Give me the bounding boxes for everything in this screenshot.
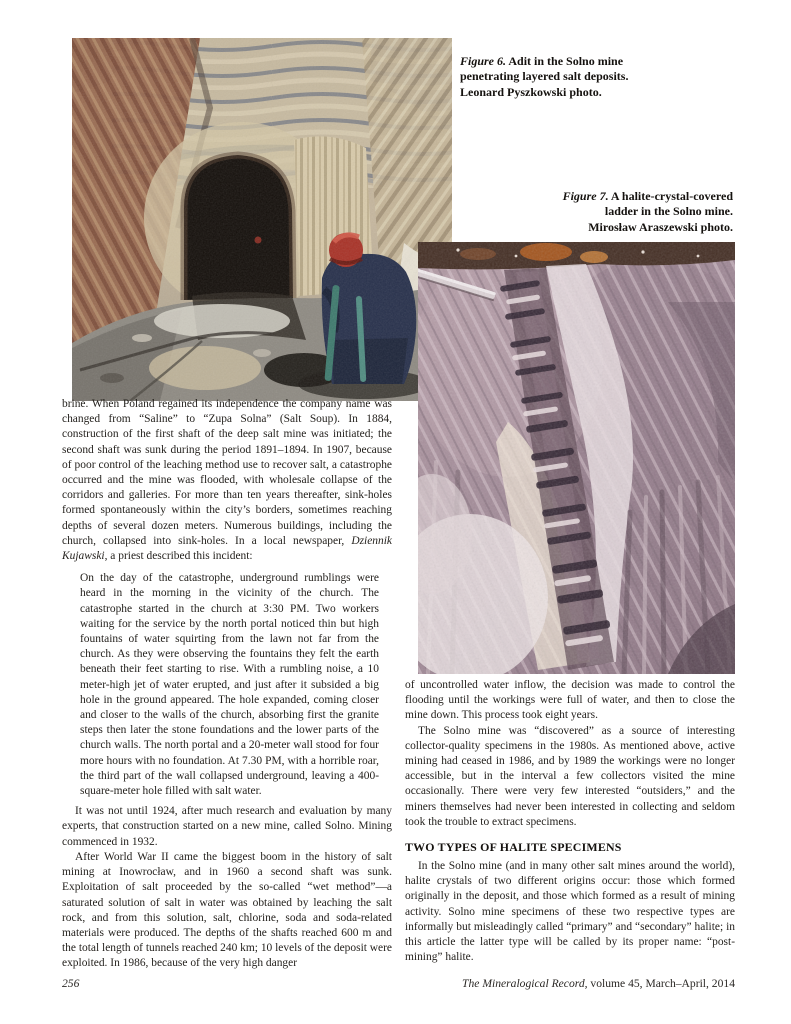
section-heading: TWO TYPES OF HALITE SPECIMENS — [405, 840, 622, 855]
journal-footer — [462, 977, 735, 990]
journal-title: The Mineralogical Record, — [462, 977, 588, 990]
paragraph-discovered: The Solno mine was “discovered” as a source of interesting collector-quality specimens in the 1980s. As mentioned above, active mining had ceased in 1986, and by 1989 the workings were no longer accessible, but in the interval a few collectors visited the mine occasionally. There were very few interested “outsiders,” and the miners themselves had never been interested in collecting and seldom took the trouble to extract specimens. — [405, 724, 735, 828]
figure6-caption-line2: penetrating layered salt deposits. — [460, 69, 629, 84]
figure6-caption — [460, 54, 722, 100]
newspaper-name: Dziennik Kujawski — [62, 534, 392, 563]
paragraph-postwar: After World War II came the biggest boom in the history of salt mining at Inowrocław, and in 1960 a second shaft was sunk. Exploitation of salt proceeded by the so-called “wet method”—a saturated solution of salt in water was obtained by leaching the salt rock, and from this solution, salt, chlorine, soda and soda-related materials were produced. The depths of the shafts reached 600 m and the total length of tunnels reached 240 km; 10 levels of the deposit were exploited. In 1986, because of the very high danger — [62, 850, 393, 970]
priest-account-blockquote: On the day of the catastrophe, underground rumblings were heard in the morning in the vicinity of the church. The catastrophe started in the church at 3:30 PM. Two workers waiting for the service by the north portal noticed thin but high fountains of water squirting from the lawn not far from the church. As they were observing the fountains they felt the earth beneath their feet starting to rise. With a rumbling noise, a 10 meter-high jet of water erupted, and just after it subsided a big hole in the ground appeared. The hole expanded, coming closer and closer to the walls of the church, absorbing first the granite steps then later the stone foundations and the lower parts of the church walls. The north portal and a 20-meter wall stood for four more hours with no foundation. At 7.30 PM, with a horrible roar, the third part of the wall collapsed underground, leaving a 400-square-meter hole filled with salt water. — [80, 572, 379, 798]
figure7-label: Figure 7. — [562, 189, 609, 203]
paragraph-flooding: of uncontrolled water inflow, the decision was made to control the flooding until the workings were full of water, and then to close the mine down. This process took eight years. — [405, 679, 735, 722]
figure6-caption-line1: Figure 6. Adit in the Solno mine — [460, 54, 624, 68]
figure7-caption-line3: Mirosław Araszewski photo. — [588, 219, 733, 234]
paragraph-two-types: In the Solno mine (and in many other salt mines around the world), halite crystals of two different origins occur: those which formed originally in the deposit, and those which formed as a result of mining activity. Solno mine specimens of these two respective types are informally but misleadingly called “primary” and “secondary” halite; in this article the latter type will be called by its proper name: “post-mining” halite. — [405, 860, 735, 964]
figure6-label: Figure 6. — [460, 54, 507, 68]
paragraph-1924: It was not until 1924, after much research and evaluation by many experts, that construction started on a new mine, called Solno. Mining commenced in 1932. — [62, 805, 392, 848]
journal-issue-info: volume 45, March–April, 2014 — [587, 977, 735, 990]
figure7-photo — [418, 242, 735, 674]
halite-ladder-illustration — [418, 242, 735, 674]
mine-adit-illustration — [72, 38, 452, 401]
paragraph-brine: brine. When Poland regained its independence the company name was changed from “Saline” to “Zupa Solna” (Salt Soup). In 1884, construction of the first shaft of the deep salt mine was initiated; the second shaft was sunk during the period 1891–1894. In 1907, because of poor control of the leaching method use to recover salt, a catastrophe occurred and the mine was flooded, with wholesale collapse of the corridors and galleries. For more than ten years thereafter, sink-holes formed spontaneously within the city’s borders, sometimes reaching depths of several dozen meters. Numerous buildings, including the church, collapsed into sink-holes. In a local newspaper, Dziennik Kujawski, a priest described this incident: — [62, 398, 392, 563]
figure6-caption-line3: Leonard Pyszkowski photo. — [460, 84, 602, 99]
page-number: 256 — [62, 977, 80, 990]
left-text-column — [62, 397, 392, 972]
figure7-caption — [420, 189, 733, 235]
film-grain-overlay — [418, 242, 735, 674]
figure7-caption-line2: ladder in the Solno mine. — [604, 204, 733, 219]
figure7-caption-line1: Figure 7. A halite-crystal-covered — [562, 189, 733, 203]
figure6-photo — [72, 38, 452, 401]
film-grain-overlay — [72, 38, 452, 401]
right-text-column — [405, 678, 735, 965]
